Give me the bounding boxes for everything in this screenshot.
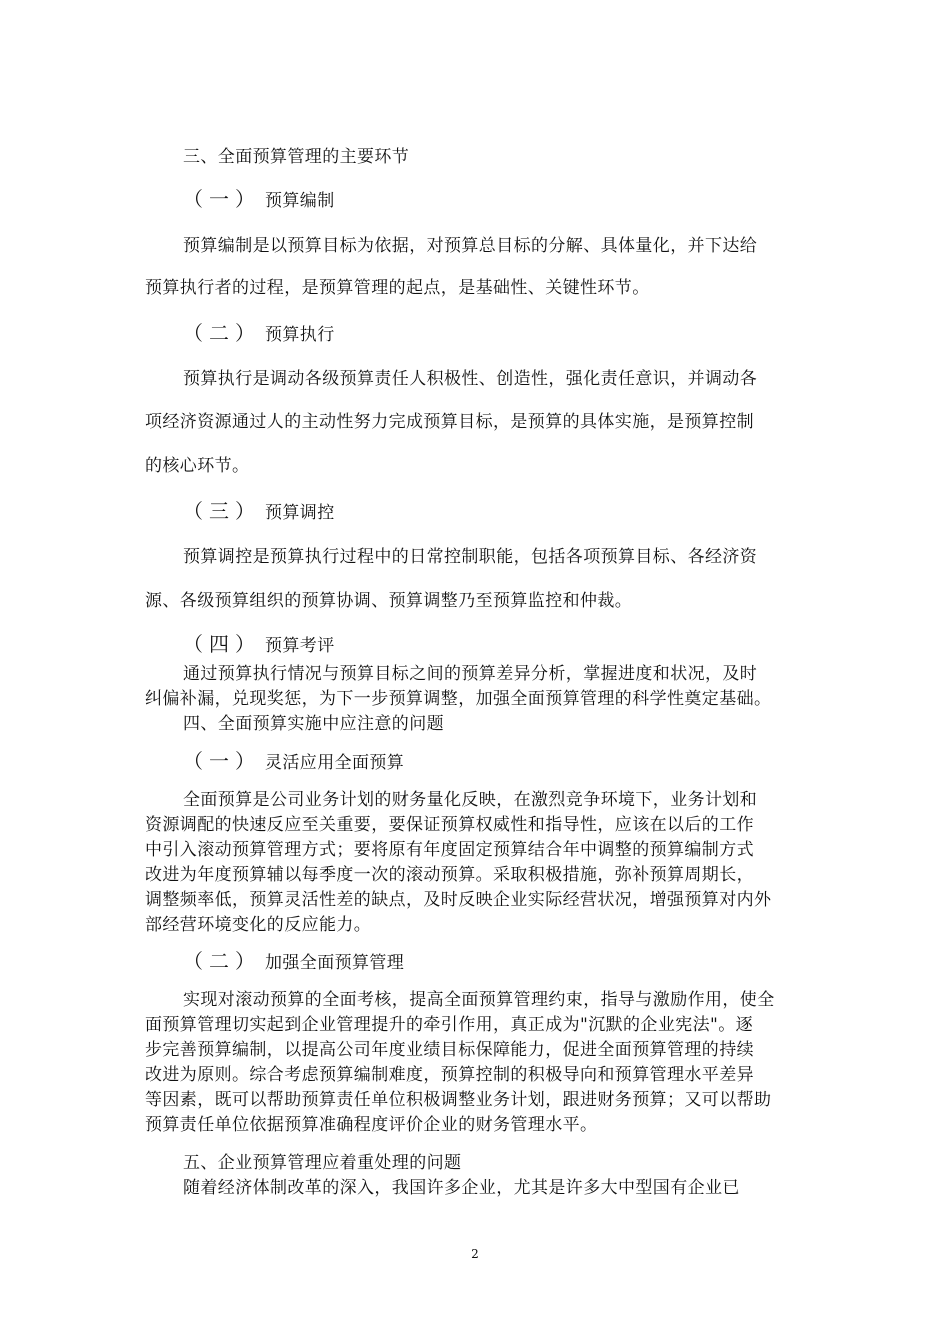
subsection-number: （二）: [183, 949, 261, 973]
paragraph-line: 改进为原则。综合考虑预算编制难度，预算控制的积极导向和预算管理水平差异: [145, 1065, 754, 1085]
paragraph-line: 面预算管理切实起到企业管理提升的牵引作用，真正成为"沉默的企业宪法"。逐: [145, 1015, 754, 1035]
paragraph-line: 随着经济体制改革的深入，我国许多企业，尤其是许多大中型国有企业已: [183, 1178, 740, 1198]
paragraph-line: 预算责任单位依据预算准确程度评价企业的财务管理水平。: [145, 1115, 598, 1135]
paragraph-line: 项经济资源通过人的主动性努力完成预算目标，是预算的具体实施，是预算控制: [145, 412, 754, 432]
subsection-title: 预算调控: [265, 503, 335, 523]
subsection-title: 灵活应用全面预算: [265, 753, 405, 773]
paragraph-line: 预算执行者的过程，是预算管理的起点，是基础性、关键性环节。: [145, 278, 650, 298]
section-heading: 三、全面预算管理的主要环节: [183, 147, 410, 167]
paragraph-line: 预算编制是以预算目标为依据，对预算总目标的分解、具体量化，并下达给: [183, 236, 758, 256]
paragraph-line: 源、各级预算组织的预算协调、预算调整乃至预算监控和仲裁。: [145, 591, 633, 611]
paragraph-line: 步完善预算编制，以提高公司年度业绩目标保障能力，促进全面预算管理的持续: [145, 1040, 754, 1060]
paragraph-line: 实现对滚动预算的全面考核，提高全面预算管理约束，指导与激励作用，使全: [183, 990, 775, 1010]
subsection-heading: [183, 633, 335, 657]
paragraph-line: 部经营环境变化的反应能力。: [145, 915, 372, 935]
subsection-number: （三）: [183, 499, 261, 523]
subsection-title: 预算考评: [265, 636, 335, 656]
subsection-heading: [183, 500, 335, 524]
paragraph-line: 全面预算是公司业务计划的财务量化反映，在激烈竞争环境下，业务计划和: [183, 790, 758, 810]
section-heading: 四、全面预算实施中应注意的问题: [183, 714, 444, 734]
paragraph-line: 等因素，既可以帮助预算责任单位积极调整业务计划，跟进财务预算；又可以帮助: [145, 1090, 772, 1110]
subsection-number: （四）: [183, 632, 261, 656]
subsection-number: （一）: [183, 749, 261, 773]
subsection-heading: [183, 950, 404, 974]
page-number: 2: [471, 1247, 479, 1261]
paragraph-line: 的核心环节。: [145, 456, 250, 476]
section-heading: 五、企业预算管理应着重处理的问题: [183, 1153, 462, 1173]
paragraph-line: 预算调控是预算执行过程中的日常控制职能，包括各项预算目标、各经济资: [183, 547, 758, 567]
subsection-number: （二）: [183, 321, 261, 345]
subsection-heading: [183, 322, 335, 346]
paragraph-line: 纠偏补漏，兑现奖惩，为下一步预算调整，加强全面预算管理的科学性奠定基础。: [145, 689, 772, 709]
subsection-title: 预算编制: [265, 191, 335, 211]
paragraph-line: 通过预算执行情况与预算目标之间的预算差异分析，掌握进度和状况，及时: [183, 664, 758, 684]
subsection-heading: [183, 188, 335, 212]
paragraph-line: 改进为年度预算辅以每季度一次的滚动预算。采取积极措施，弥补预算周期长，: [145, 865, 754, 885]
subsection-number: （一）: [183, 187, 261, 211]
subsection-title: 加强全面预算管理: [265, 953, 405, 973]
paragraph-line: 资源调配的快速反应至关重要，要保证预算权威性和指导性，应该在以后的工作: [145, 815, 754, 835]
paragraph-line: 调整频率低，预算灵活性差的缺点，及时反映企业实际经营状况，增强预算对内外: [145, 890, 772, 910]
paragraph-line: 中引入滚动预算管理方式；要将原有年度固定预算结合年中调整的预算编制方式: [145, 840, 754, 860]
subsection-heading: [183, 750, 404, 774]
paragraph-line: 预算执行是调动各级预算责任人积极性、创造性，强化责任意识，并调动各: [183, 369, 758, 389]
subsection-title: 预算执行: [265, 325, 335, 345]
